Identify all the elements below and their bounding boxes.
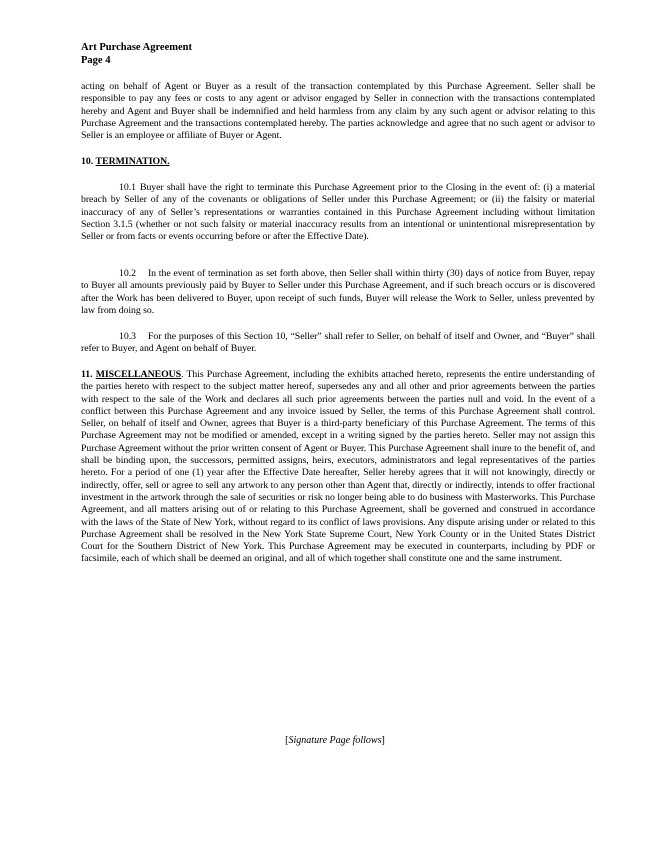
section-10-1 <box>81 182 595 243</box>
section-10-1-number: 10.1 <box>119 182 136 193</box>
section-10-2-number: 10.2 <box>119 268 136 279</box>
section-11-heading <box>81 369 181 380</box>
section-11-number: 11. <box>81 369 93 380</box>
footer-text: Signature Page follows <box>288 735 382 746</box>
signature-page-note <box>0 735 670 747</box>
section-10-3-text: For the purposes of this Section 10, “Seller” shall refer to Seller, on behalf of itself and Owner, and “Buyer” shall refer to Buyer, and Agent on behalf of Buyer. <box>81 331 595 355</box>
document-title: Art Purchase Agreement <box>81 42 192 53</box>
continued-paragraph: acting on behalf of Agent or Buyer as a result of the transaction contemplated by this Purchase Agreement. Seller shall be responsible to pay any fees or costs to any agent or advisor engaged by Seller in connection with the transactions contemplated hereby and Agent and Buyer shall be indemnified and held harmless from any claim by any such agent or advisor relating to this Purchase Agreement and the transactions contemplated hereby. The parties acknowledge and agree that no such agent or advisor to Seller is an employee or affiliate of Buyer or Agent. <box>81 81 595 142</box>
section-11-text: . This Purchase Agreement, including the exhibits attached hereto, represents the entire understanding of the parties hereto with respect to the subject matter hereof, supersedes any and all other and prior agreements between the parties with respect to the sale of the Work and declares all such prior agreements between the parties null and void. In the event of a conflict between this Purchase Agreement and any invoice issued by Seller, the terms of this Purchase Agreement shall control. Seller, on behalf of itself and Owner, agrees that Buyer is a third-party beneficiary of this Purchase Agreement. The terms of this Purchase Agreement may not be modified or amended, except in a writing signed by the parties hereto. Seller may not assign this Purchase Agreement without the prior written consent of Agent or Buyer. This Purchase Agreement shall inure to the benefit of, and shall be binding upon, the successors, permitted assigns, heirs, executors, administrators and legal representatives of the parties hereto. For a period of one (1) year after the Effective Date hereafter, Seller hereby agrees that it will not knowingly, directly or indirectly, offer, sell or agree to sell any artwork to any person other than Agent that, directly or indirectly, intends to offer fractional investment in the artwork through the sale of securities or risk no longer being able to do business with Masterworks. This Purchase Agreement, and all matters arising out of or relating to this Purchase Agreement, shall be governed and construed in accordance with the laws of the State of New York, without regard to its conflict of laws provisions. Any dispute arising under or related to this Purchase Agreement shall be resolved in the New York State Supreme Court, New York County or in the United States District Court for the Southern District of New York. This Purchase Agreement may be executed in counterparts, including by PDF or facsimile, each of which shall be deemed an original, and all of which together shall constitute one and the same instrument. <box>81 369 595 565</box>
section-11-title: MISCELLANEOUS <box>95 369 182 380</box>
footer-open-bracket: [ <box>285 735 289 746</box>
section-10-title: TERMINATION. <box>95 156 170 167</box>
section-11 <box>81 369 595 566</box>
section-10-heading <box>81 156 170 168</box>
page-header <box>81 41 192 67</box>
section-10-2 <box>81 268 595 317</box>
section-10-number: 10. <box>81 156 94 167</box>
section-10-3 <box>81 331 595 356</box>
page-number: Page 4 <box>81 55 111 66</box>
footer-close-bracket: ] <box>381 735 385 746</box>
section-10-1-text: Buyer shall have the right to terminate this Purchase Agreement prior to the Closing in the event of: (i) a material breach by Seller of any of the covenants or obligations of Seller under this Purchase Agreement; or (ii) the falsity or material inaccuracy of any of Seller’s representations or warranties contained in this Purchase Agreement including without limitation Section 3.1.5 (whether or not such falsity or material inaccuracy results from an intentional or unintentional misrepresentation by Seller or from facts or events occurring before or after the Effective Date). <box>81 182 595 243</box>
section-10-3-number: 10.3 <box>119 331 136 342</box>
section-10-2-text: In the event of termination as set forth above, then Seller shall within thirty (30) days of notice from Buyer, repay to Buyer all amounts previously paid by Buyer to Seller under this Purchase Agreement, and if such breach occurs or is discovered after the Work has been delivered to Buyer, upon receipt of such funds, Buyer will release the Work to Seller, unless prevented by law from doing so. <box>81 268 595 316</box>
